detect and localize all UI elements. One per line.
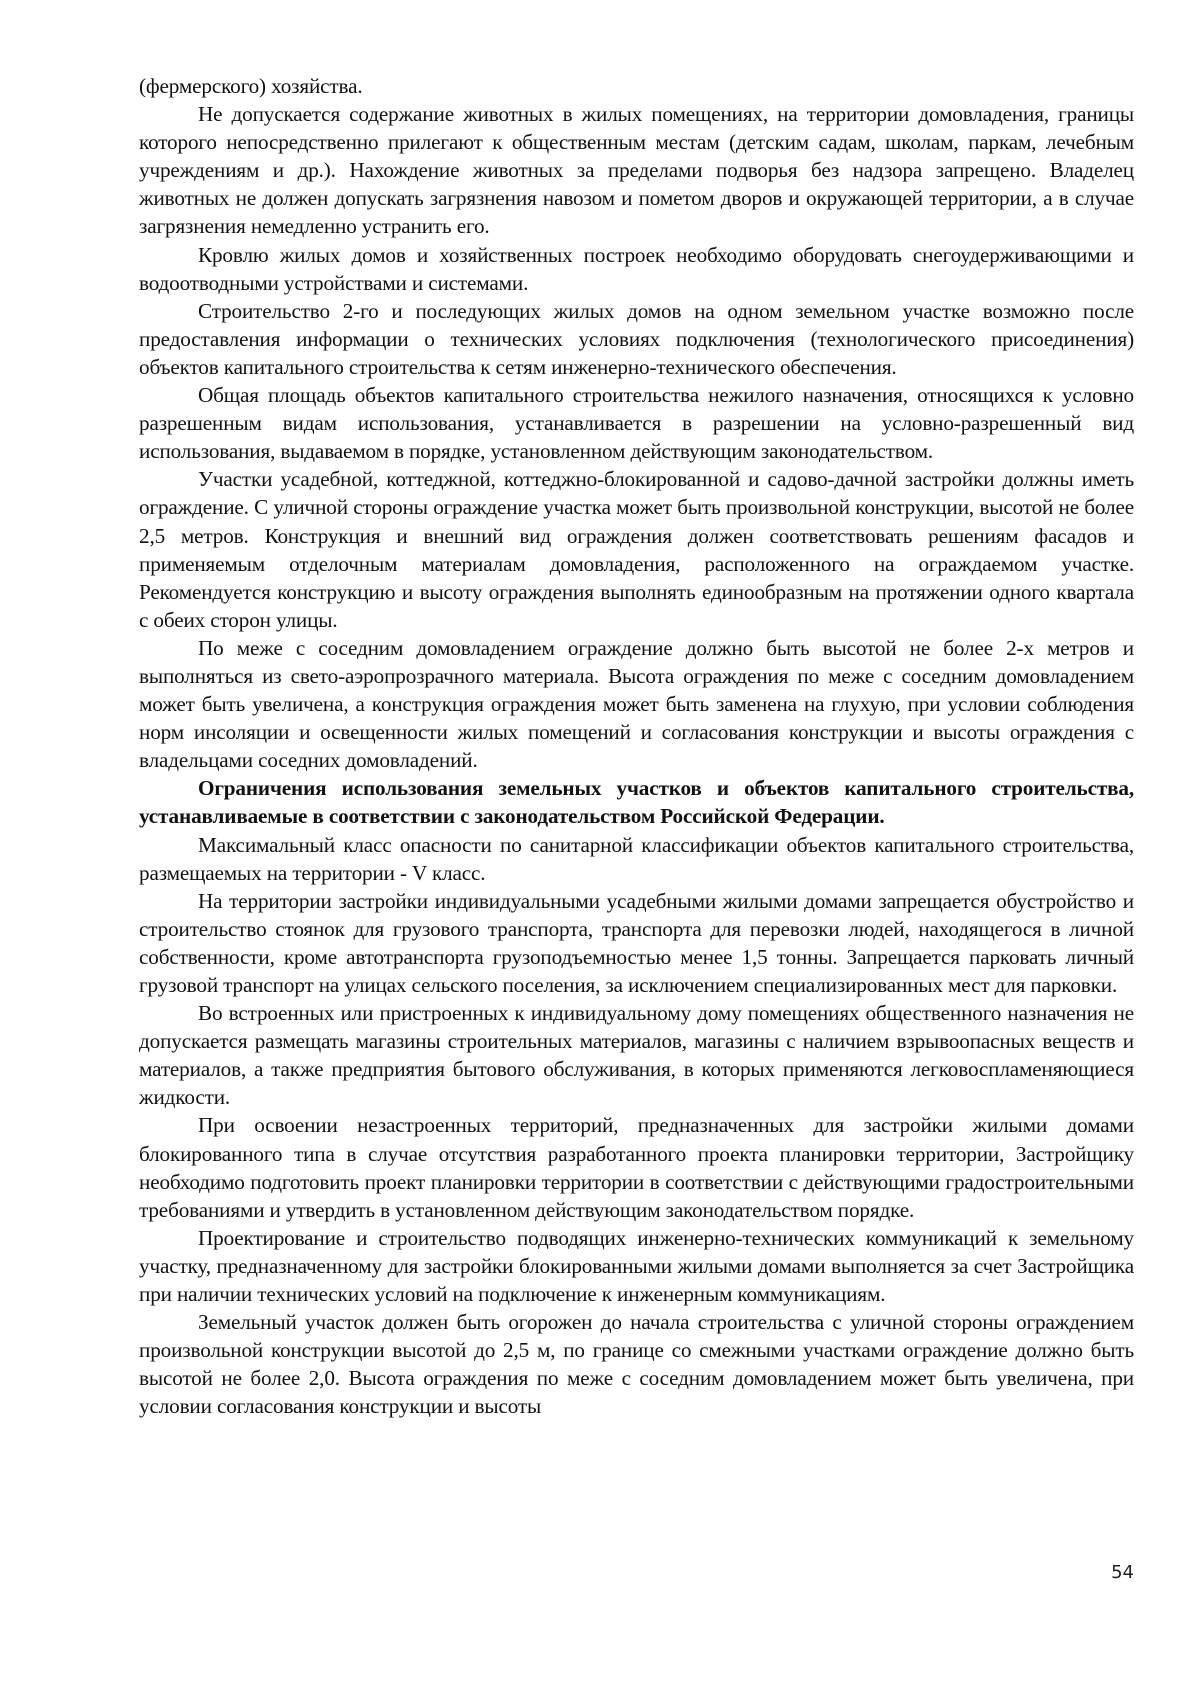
paragraph-built-in-premises: Во встроенных или пристроенных к индивидуальному дому помещениях общественного назначения не допускается размещать магазины строительных материалов, магазины с наличием взрывоопасных веществ и материалов, а также предприятия бытового обслуживания, в которых применяются легковоспламеняющиеся жидкости.	[139, 1001, 1134, 1110]
paragraph-second-house: Строительство 2-го и последующих жилых домов на одном земельном участке возможно после предоставления информации о технических условиях подключения (технологического присоединения) объектов капитального строительства к сетям инженерно-технического обеспечения.	[139, 298, 1134, 379]
paragraph-total-area: Общая площадь объектов капитального строительства нежилого назначения, относящихся к условно разрешенным видам использования, устанавливается в разрешении на условно-разрешенный вид использования, выдаваемом в порядке, установленном действующим законодательством.	[139, 383, 1134, 464]
paragraph-hazard-class: Максимальный класс опасности по санитарной классификации объектов капитального строительства, размещаемых на территории - V класс.	[139, 832, 1134, 885]
paragraph-boundary-fence: По меже с соседним домовладением ограждение должно быть высотой не более 2-х метров и выполняться из свето-аэропрозрачного материала. Высота ограждения по меже с соседним домовладением может быть увеличена, а конструкция ограждения может быть заменена на глухую, при условии соблюдения норм инсоляции и освещенности жилых помещений и согласования конструкции и высоты ограждения с владельцами соседних домовладений.	[139, 635, 1134, 773]
paragraph-roofing: Кровлю жилых домов и хозяйственных построек необходимо оборудовать снегоудерживающими и водоотводными устройствами и системами.	[139, 242, 1134, 295]
document-page	[139, 72, 1134, 1421]
paragraph-farm-continuation: (фермерского) хозяйства.	[139, 74, 363, 98]
paragraph-plot-fencing: Земельный участок должен быть огорожен до начала строительства с уличной стороны ограждением произвольной конструкции высотой до 2,5 м, по границе со смежными участками ограждение должно быть высотой не более 2,0. Высота ограждения по меже с соседним домовладением может быть увеличена, при условии согласования конструкции и высоты	[139, 1310, 1134, 1419]
page-number: 54	[1111, 1562, 1134, 1583]
section-heading-restrictions: Ограничения использования земельных участков и объектов капитального строительства, устанавливаемые в соответствии с законодательством Российской Федерации.	[139, 776, 1134, 829]
paragraph-undeveloped-territories: При освоении незастроенных территорий, предназначенных для застройки жилыми домами блокированного типа в случае отсутствия разработанного проекта планировки территории, Застройщику необходимо подготовить проект планировки территории в соответствии с действующими градостроительными требованиями и утвердить в установленном действующим законодательством порядке.	[139, 1113, 1134, 1222]
paragraph-animals: Не допускается содержание животных в жилых помещениях, на территории домовладения, границы которого непосредственно прилегают к общественным местам (детским садам, школам, паркам, лечебным учреждениям и др.). Нахождение животных за пределами подворья без надзора запрещено. Владелец животных не должен допускать загрязнения навозом и пометом дворов и окружающей территории, а в случае загрязнения немедленно устранить его.	[139, 102, 1134, 239]
paragraph-utilities: Проектирование и строительство подводящих инженерно-технических коммуникаций к земельному участку, предназначенному для застройки блокированными жилыми домами выполняется за счет Застройщика при наличии технических условий на подключение к инженерным коммуникациям.	[139, 1225, 1134, 1307]
paragraph-fencing: Участки усадебной, коттеджной, коттеджно-блокированной и садово-дачной застройки должны иметь ограждение. С уличной стороны ограждение участка может быть произвольной конструкции, высотой не более 2,5 метров. Конструкция и внешний вид ограждения должен соответствовать решениям фасадов и применяемым отделочным материалам домовладения, расположенного на ограждаемом участке. Рекомендуется конструкцию и высоту ограждения выполнять единообразным на протяжении одного квартала с обеих сторон улицы.	[139, 467, 1134, 632]
paragraph-parking: На территории застройки индивидуальными усадебными жилыми домами запрещается обустройство и строительство стоянок для грузового транспорта, транспорта для перевозки людей, находящегося в личной собственности, кроме автотранспорта грузоподъемностью менее 1,5 тонны. Запрещается парковать личный грузовой транспорт на улицах сельского поселения, за исключением специализированных мест для парковки.	[139, 888, 1134, 997]
